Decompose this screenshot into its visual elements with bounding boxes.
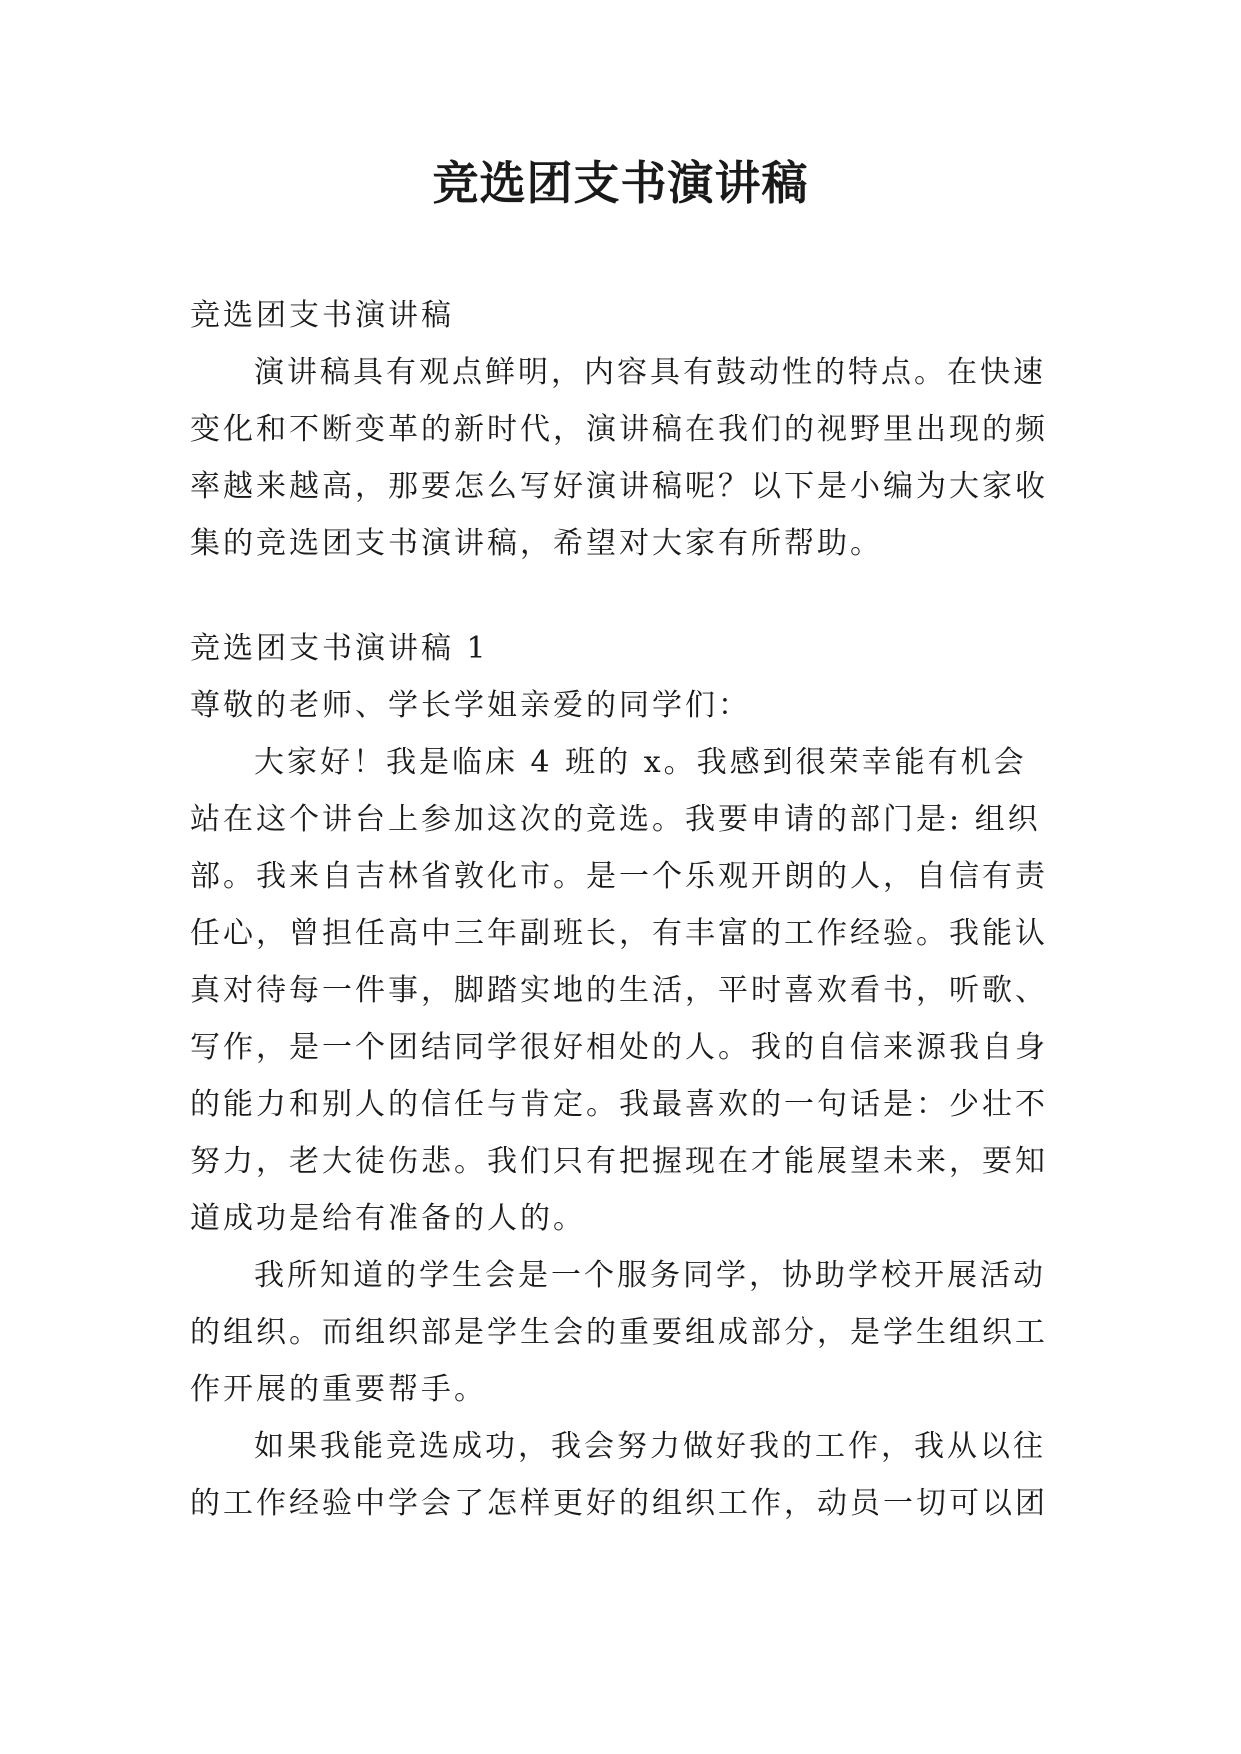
body-paragraph: 我所知道的学生会是一个服务同学，协助学校开展活动的组织。而组织部是学生会的重要组成部分，是学生组织工作开展的重要帮手。	[190, 1258, 1048, 1407]
section-heading: 竞选团支书演讲稿 1	[190, 631, 489, 666]
document-title: 竞选团支书演讲稿	[432, 156, 809, 210]
intro-paragraph: 演讲稿具有观点鲜明，内容具有鼓动性的特点。在快速变化和不断变革的新时代，演讲稿在我们的视野里出现的频率越来越高，那要怎么写好演讲稿呢？以下是小编为大家收集的竞选团支书演讲稿，希望对大家有所帮助。	[190, 355, 1048, 561]
section-spacer	[190, 572, 1050, 620]
document-subtitle: 竞选团支书演讲稿	[190, 298, 454, 333]
body-paragraph: 如果我能竞选成功，我会努力做好我的工作，我从以往的工作经验中学会了怎样更好的组织工作，动员一切可以团	[190, 1429, 1048, 1521]
salutation: 尊敬的老师、学长学姐亲爱的同学们：	[190, 688, 751, 723]
body-paragraph: 大家好！我是临床 4 班的 x。我感到很荣幸能有机会站在这个讲台上参加这次的竞选。我要申请的部门是: 组织部。我来自吉林省敦化市。是一个乐观开朗的人，自信有责任心，曾担任高中三年副班长，有丰富的工作经验。我能认真对待每一件事，脚踏实地的生活，平时喜欢看书，听歌、写作，是一个团结同学很好相处的人。我的自信来源我自身的能力和别人的信任与肯定。我最喜欢的一句话是：少壮不努力，老大徒伤悲。我们只有把握现在才能展望未来，要知道成功是给有准备的人的。	[190, 745, 1048, 1236]
document-body	[190, 287, 1050, 1532]
